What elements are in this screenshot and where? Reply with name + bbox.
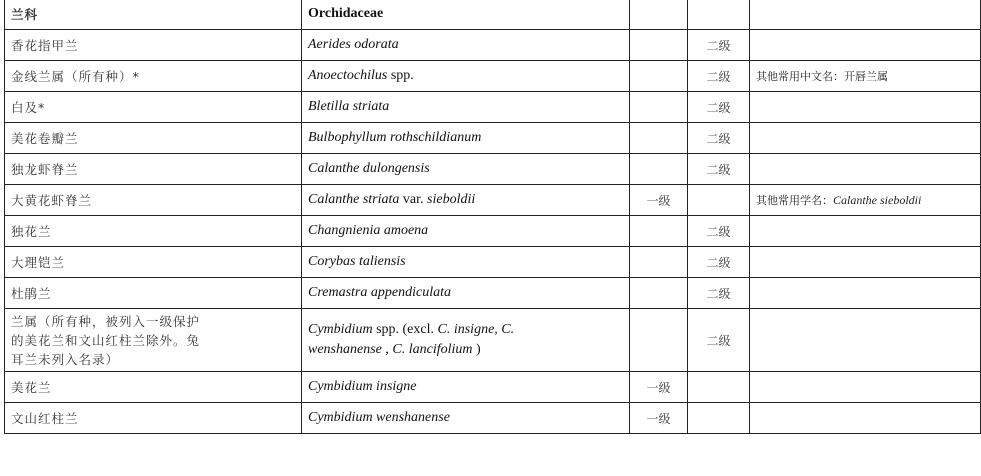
level1-cell <box>630 154 688 185</box>
species-chinese-name <box>5 309 302 372</box>
scientific-name-italic: C. lancifolium <box>392 342 473 357</box>
note-cell <box>750 0 981 30</box>
scientific-name-plain: , <box>381 342 393 357</box>
level2-cell <box>688 0 750 30</box>
species-row <box>5 278 981 309</box>
level1-cell: 一级 <box>630 403 688 434</box>
species-scientific-name <box>302 92 630 123</box>
species-chinese-name: 美花卷瓣兰 <box>5 123 302 154</box>
scientific-name-italic: sieboldii <box>427 192 476 207</box>
scientific-name-italic: Calanthe dulongensis <box>308 161 430 176</box>
species-row <box>5 92 981 123</box>
protected-species-table <box>4 0 981 434</box>
scientific-name-italic: Cymbidium <box>308 322 373 337</box>
level2-cell: 二级 <box>688 309 750 372</box>
scientific-name-italic: Changnienia amoena <box>308 223 429 238</box>
level2-cell <box>688 403 750 434</box>
level2-cell: 二级 <box>688 216 750 247</box>
scientific-name-plain: spp. <box>387 68 414 83</box>
level1-cell <box>630 216 688 247</box>
level1-cell <box>630 309 688 372</box>
scientific-name-italic: Cremastra appendiculata <box>308 285 451 300</box>
level2-cell: 二级 <box>688 92 750 123</box>
species-scientific-name <box>302 403 630 434</box>
species-row <box>5 372 981 403</box>
species-chinese-name: 大黄花虾脊兰 <box>5 185 302 216</box>
note-cell <box>750 123 981 154</box>
scientific-name-italic: Corybas taliensis <box>308 254 406 269</box>
level1-cell <box>630 30 688 61</box>
chinese-name-line: 兰属（所有种，被列入一级保护 <box>11 313 201 329</box>
species-chinese-name: 香花指甲兰 <box>5 30 302 61</box>
scientific-name-italic: C. insigne, C. <box>437 322 515 337</box>
species-row <box>5 247 981 278</box>
level1-cell <box>630 247 688 278</box>
species-chinese-name: 文山红柱兰 <box>5 403 302 434</box>
species-row-cymbidium <box>5 309 981 372</box>
species-row <box>5 185 981 216</box>
species-scientific-name <box>302 247 630 278</box>
species-scientific-name <box>302 30 630 61</box>
species-row <box>5 216 981 247</box>
family-scientific-name: Orchidaceae <box>302 0 630 30</box>
note-cell <box>750 185 981 216</box>
note-cell <box>750 154 981 185</box>
species-chinese-name: 金线兰属（所有种）* <box>5 61 302 92</box>
scientific-name-plain: spp. (excl. <box>372 322 438 337</box>
level2-cell: 二级 <box>688 61 750 92</box>
species-row <box>5 154 981 185</box>
species-chinese-name: 美花兰 <box>5 372 302 403</box>
scientific-name-italic: wenshanense <box>308 342 382 357</box>
level1-cell <box>630 92 688 123</box>
level1-cell: 一级 <box>630 185 688 216</box>
note-cell <box>750 92 981 123</box>
scientific-name-italic: Calanthe striata <box>308 192 400 207</box>
family-chinese-name: 兰科 <box>5 0 302 30</box>
level2-cell <box>688 185 750 216</box>
species-scientific-name <box>302 372 630 403</box>
species-chinese-name: 白及* <box>5 92 302 123</box>
family-row <box>5 0 981 30</box>
scientific-name-plain: ) <box>472 342 481 357</box>
note-cell <box>750 216 981 247</box>
scientific-name-plain: var. <box>399 192 428 207</box>
species-row <box>5 123 981 154</box>
level2-cell <box>688 372 750 403</box>
species-chinese-name: 独龙虾脊兰 <box>5 154 302 185</box>
note-cell <box>750 30 981 61</box>
level1-cell <box>630 0 688 30</box>
level1-cell <box>630 61 688 92</box>
level2-cell: 二级 <box>688 278 750 309</box>
species-scientific-name <box>302 185 630 216</box>
note-cell <box>750 247 981 278</box>
scientific-name-italic: Bletilla striata <box>308 99 390 114</box>
species-scientific-name <box>302 61 630 92</box>
species-scientific-name <box>302 154 630 185</box>
level1-cell: 一级 <box>630 372 688 403</box>
species-row <box>5 61 981 92</box>
species-scientific-name <box>302 309 630 372</box>
species-chinese-name: 独花兰 <box>5 216 302 247</box>
level2-cell: 二级 <box>688 30 750 61</box>
note-cell <box>750 278 981 309</box>
level2-cell: 二级 <box>688 247 750 278</box>
note-scientific-name: Calanthe sieboldii <box>833 193 922 207</box>
species-row <box>5 30 981 61</box>
scientific-name-italic: Cymbidium insigne <box>308 379 417 394</box>
note-text: 其他常用学名： <box>756 194 833 207</box>
species-scientific-name <box>302 216 630 247</box>
species-chinese-name: 大理铠兰 <box>5 247 302 278</box>
scientific-name-italic: Anoectochilus <box>308 68 388 83</box>
note-text: 其他常用中文名：开唇兰属 <box>756 70 888 83</box>
note-cell <box>750 403 981 434</box>
level2-cell: 二级 <box>688 154 750 185</box>
species-row <box>5 403 981 434</box>
level2-cell: 二级 <box>688 123 750 154</box>
note-cell <box>750 372 981 403</box>
note-cell <box>750 61 981 92</box>
chinese-name-line: 的美花兰和文山红柱兰除外。兔 <box>11 332 201 348</box>
species-scientific-name <box>302 278 630 309</box>
species-chinese-name: 杜鹃兰 <box>5 278 302 309</box>
level1-cell <box>630 123 688 154</box>
scientific-name-italic: Bulbophyllum rothschildianum <box>308 130 482 145</box>
note-cell <box>750 309 981 372</box>
level1-cell <box>630 278 688 309</box>
species-scientific-name <box>302 123 630 154</box>
scientific-name-italic: Aerides odorata <box>308 37 399 52</box>
chinese-name-line: 耳兰未列入名录） <box>11 351 120 367</box>
scientific-name-italic: Cymbidium wenshanense <box>308 410 450 425</box>
